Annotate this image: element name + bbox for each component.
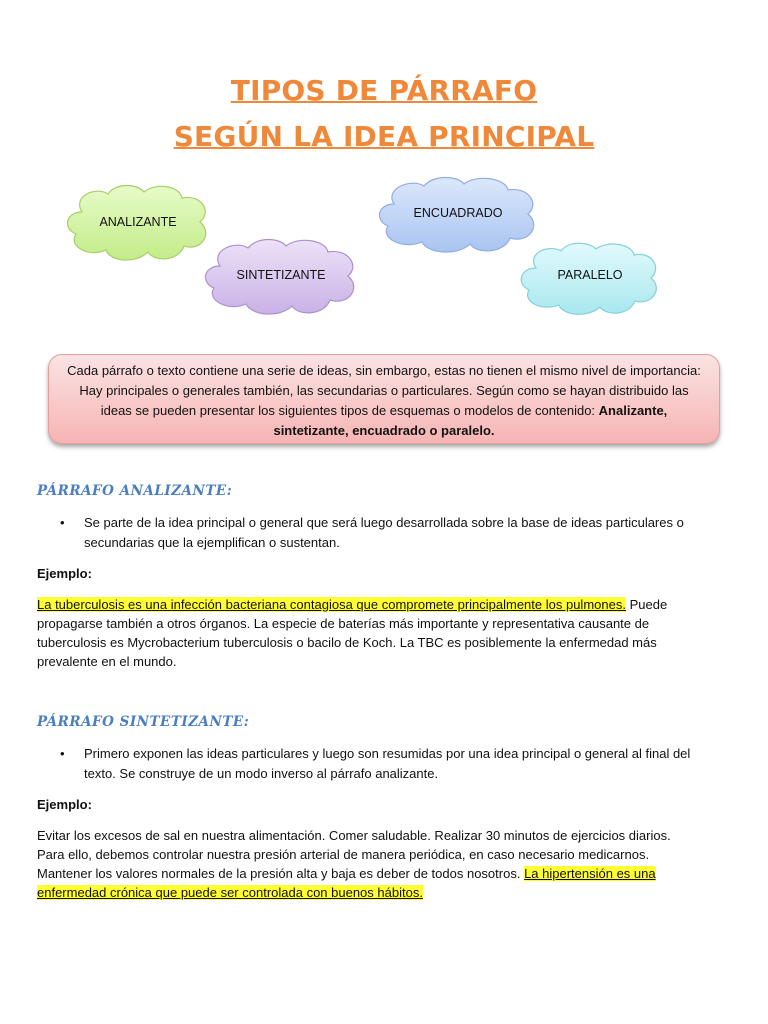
cloud-analizante <box>62 182 214 264</box>
bullet-dot-icon: • <box>60 746 65 761</box>
example-label: Ejemplo: <box>37 797 92 812</box>
intro-callout-text: Cada párrafo o texto contiene una serie de ideas, sin embargo, estas no tienen el mismo nivel de importancia: Hay principales o generales también, las secundarias o particulares. Según como se hayan distribuido las ideas se pueden presentar los siguientes tipos de esquemas o modelos de contenido: <box>67 363 701 418</box>
cloud-label-paralelo: PARALELO <box>557 268 623 282</box>
section-heading-sintetizante: PÁRRAFO SINTETIZANTE: <box>37 714 250 730</box>
bullet-sintetizante <box>60 744 700 784</box>
example-highlight: La hipertensión es una enfermedad crónica que puede ser controlada con buenos hábitos. <box>37 866 656 900</box>
bullet-dot-icon: • <box>60 515 65 530</box>
example-paragraph-analizante <box>37 595 697 671</box>
cloud-label-analizante: ANALIZANTE <box>99 215 177 229</box>
cloud-paralelo <box>516 240 664 318</box>
example-paragraph-sintetizante <box>37 826 697 902</box>
cloud-label-sintetizante: SINTETIZANTE <box>236 268 326 282</box>
bullet-analizante <box>60 513 700 553</box>
cloud-label-encuadrado: ENCUADRADO <box>413 206 503 220</box>
example-text: Evitar los excesos de sal en nuestra alimentación. Comer saludable. Realizar 30 minutos de ejercicios diarios. Para ello, debemos controlar nuestra presión arterial de manera periódica, en caso necesario medicarnos. Mantener los valores normales de la presión alta y baja es deber de todos nosotros. <box>37 828 671 881</box>
example-rest: Puede propagarse también a otros órganos. La especie de baterías más importante y representativa causante de tuberculosis es Mycrobacterium tuberculosis o bacilo de Koch. La TBC es posiblemente la enfermedad más prevalente en el mundo. <box>37 597 668 669</box>
section-heading-analizante: PÁRRAFO ANALIZANTE: <box>37 483 233 499</box>
bullet-text: Primero exponen las ideas particulares y luego son resumidas por una idea principal o general al final del texto. Se construye de un modo inverso al párrafo analizante. <box>84 746 691 781</box>
intro-callout-bold: Analizante, sintetizante, encuadrado o paralelo. <box>273 403 668 438</box>
page-title-line1: TIPOS DE PÁRRAFO <box>230 74 538 107</box>
page-title-line2: SEGÚN LA IDEA PRINCIPAL <box>173 120 595 153</box>
bullet-text: Se parte de la idea principal o general que será luego desarrollada sobre la base de ideas particulares o secundarias que la ejemplifican o sustentan. <box>84 515 684 550</box>
example-highlight: La tuberculosis es una infección bacteriana contagiosa que compromete principalmente los pulmones. <box>37 597 626 612</box>
intro-callout <box>48 354 720 444</box>
example-label: Ejemplo: <box>37 566 92 581</box>
cloud-sintetizante <box>200 236 362 318</box>
